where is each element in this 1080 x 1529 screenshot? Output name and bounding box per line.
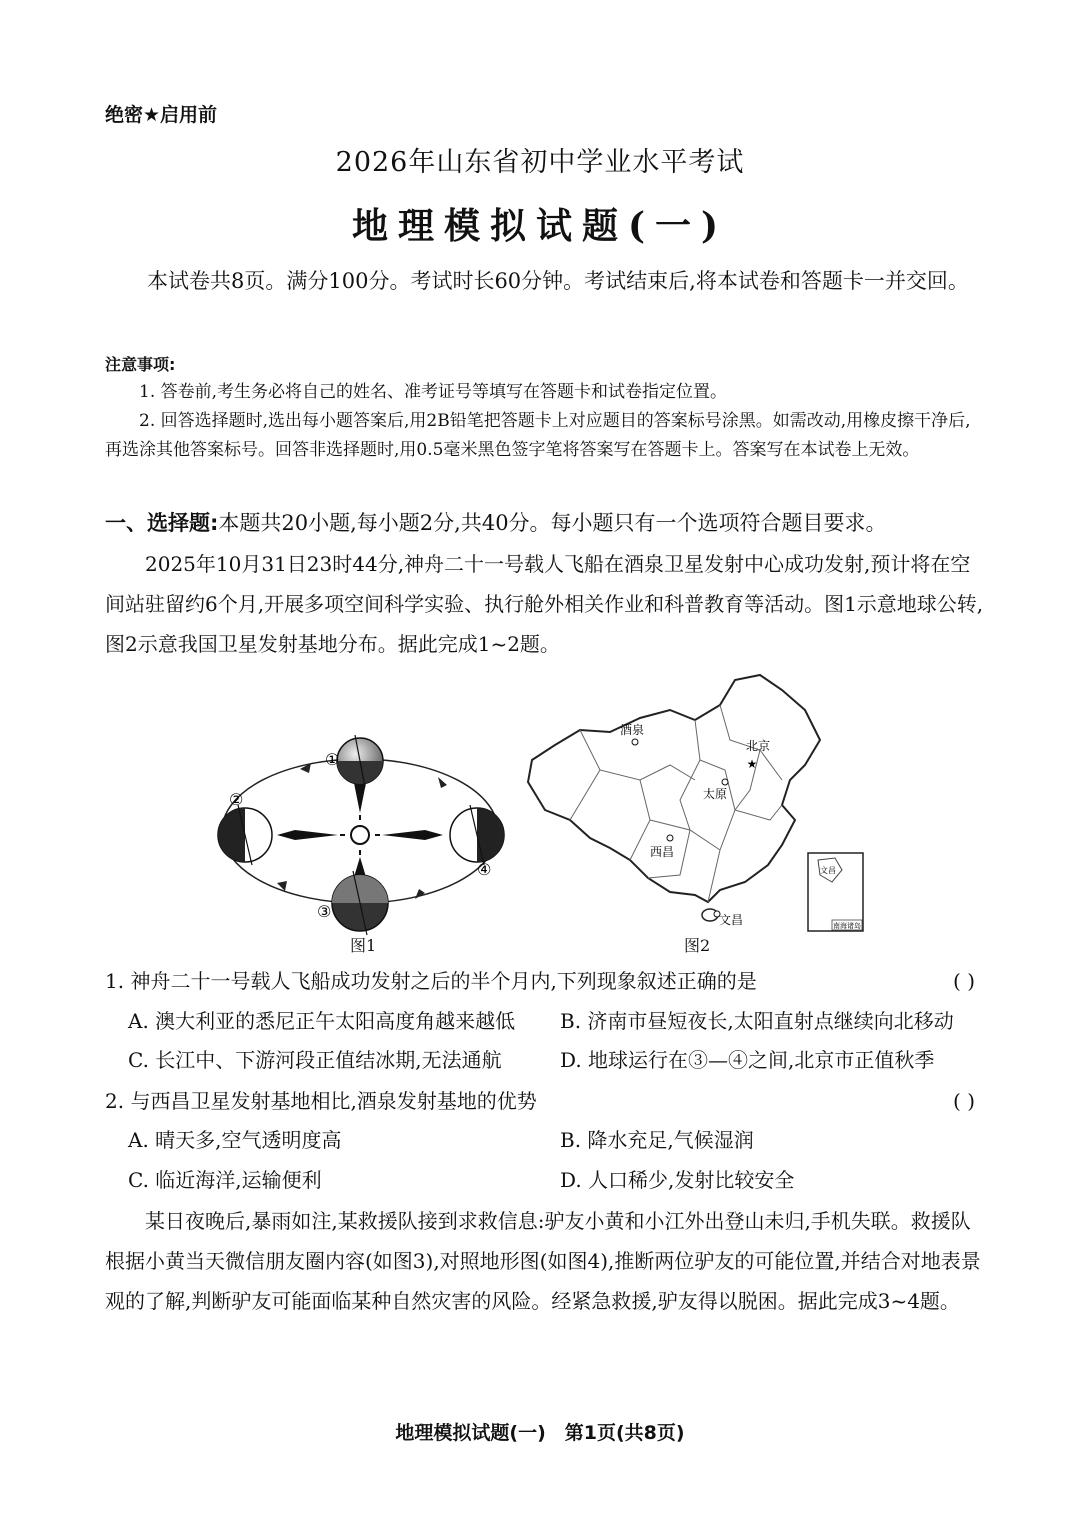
question-stem: 2. 与西昌卫星发射基地相比,酒泉发射基地的优势 [105,1089,537,1113]
section-text: 本题共20小题,每小题2分,共40分。每小题只有一个选项符合题目要求。 [218,511,887,535]
figure-1-caption: 图1 [350,936,377,955]
answer-bracket: ( ) [953,969,975,993]
intro-paragraph: 本试卷共8页。满分100分。考试时长60分钟。考试结束后,将本试卷和答题卡一并交回。 [147,269,969,293]
figure-2-caption: 图2 [684,936,711,955]
notice-list [105,378,985,465]
place-label: 酒泉 [620,723,645,737]
option-b: B. 济南市昼短夜长,太阳直射点继续向北移动 [560,1009,954,1033]
position-label: ③ [317,902,332,921]
answer-bracket: ( ) [953,1089,975,1113]
notice-item: 1. 答卷前,考生务必将自己的姓名、准考证号等填写在答题卡和试卷指定位置。 [139,382,728,402]
figure-2-china-map [520,670,870,935]
place-label: 西昌 [650,845,675,859]
question-2 [105,1086,985,1116]
page-footer: 地理模拟试题(一) 第1页(共8页) [395,1422,685,1444]
place-marker [632,739,638,745]
option-c: C. 临近海洋,运输便利 [128,1168,322,1192]
option-b: B. 降水充足,气候湿润 [560,1128,754,1152]
earth-icon [450,805,504,865]
option-a: A. 晴天多,空气透明度高 [128,1128,342,1152]
position-label: ① [325,750,340,769]
option-c: C. 长江中、下游河段正值结冰期,无法通航 [128,1048,502,1072]
place-label: 太原 [703,787,728,801]
option-d: D. 地球运行在③—④之间,北京市正值秋季 [560,1048,935,1072]
place-marker [667,835,673,841]
china-outline [528,675,820,902]
inset-map [808,853,863,931]
section-heading [105,508,1005,538]
notice-item: 2. 回答选择题时,选出每小题答案后,用2B铅笔把答题卡上对应题目的答案标号涂黑。如需改动,用橡皮擦干净后,再选涂其他答案标号。回答非选择题时,用0.5毫米黑色签字笔将答案写在答题卡上。答案写在本试卷上无效。 [105,411,971,460]
place-label: 北京 [746,739,771,753]
orbit-arrow [438,777,447,788]
exam-name: 2026年山东省初中学业水平考试 [335,147,745,178]
position-label: ② [229,790,244,809]
option-d: D. 人口稀少,发射比较安全 [560,1168,795,1192]
orbit-arrow [415,889,425,899]
position-label: ④ [477,860,492,879]
inset-label: 文昌 [820,866,836,875]
inset-caption: 南海诸岛 [833,922,861,930]
ray-arrow [382,830,443,840]
ray-arrow [277,830,338,840]
question-stem: 1. 神舟二十一号载人飞船成功发射之后的半个月内,下列现象叙述正确的是 [105,969,757,993]
confidential-label: 绝密★启用前 [105,104,218,126]
passage-2: 某日夜晚后,暴雨如注,某救援队接到求救信息:驴友小黄和小江外出登山未归,手机失联。救援队根据小黄当天微信朋友圈内容(如图3),对照地形图(如图4),推断两位驴友的可能位置,并结合对地表景观的了解,判断驴友可能面临某种自然灾害的风险。经紧急救援,驴友得以脱困。据此完成3~4题。 [105,1209,981,1313]
earth-icon [332,871,388,935]
place-label: 文昌 [719,913,744,927]
option-a: A. 澳大利亚的悉尼正午太阳高度角越来越低 [128,1009,516,1033]
page-title: 地理模拟试题(一) [351,205,729,247]
figure-1-earth-revolution [205,735,515,960]
star-icon: ★ [746,757,758,771]
earth-icon [337,735,383,787]
sun-icon [351,826,369,844]
notice-heading: 注意事项: [105,355,176,374]
question-1 [105,966,985,996]
passage-1: 2025年10月31日23时44分,神舟二十一号载人飞船在酒泉卫星发射中心成功发射,预计将在空间站驻留约6个月,开展多项空间科学实验、执行舱外相关作业和科普教育等活动。图1示意地球公转,图2示意我国卫星发射基地分布。据此完成1~2题。 [105,552,984,656]
section-label: 一、选择题: [105,511,219,535]
place-marker [722,779,728,785]
